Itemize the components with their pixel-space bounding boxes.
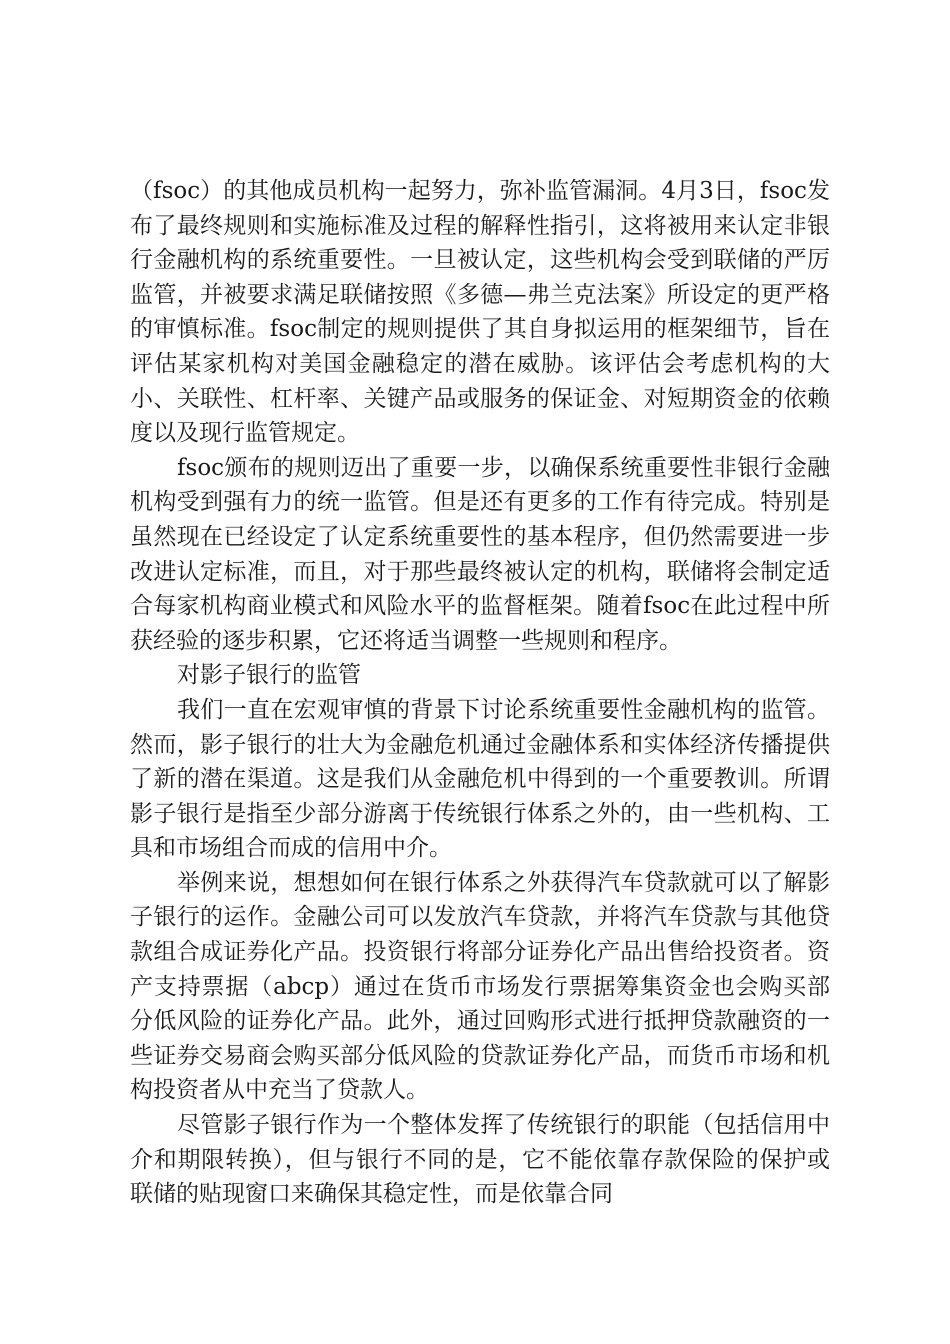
paragraph-shadow-banking-stability: 尽管影子银行作为一个整体发挥了传统银行的职能（包括信用中介和期限转换），但与银行不同的是，它不能依靠存款保险的保护或联储的贴现窗口来确保其稳定性，而是依靠合同 <box>130 1112 830 1208</box>
paragraph-auto-loan-example: 举例来说，想想如何在银行体系之外获得汽车贷款就可以了解影子银行的运作。金融公司可以发放汽车贷款，并将汽车贷款与其他贷款组合成证券化产品。投资银行将部分证券化产品出售给投资者。资产支持票据（abcp）通过在货币市场发行票据筹集资金也会购买部分低风险的证券化产品。此外，通过回购形式进行抵押贷款融资的一些证券交易商会购买部分低风险的贷款证券化产品，而货币市场和机构投资者从中充当了贷款人。 <box>130 869 830 1104</box>
paragraph-fsoc-next-steps: fsoc颁布的规则迈出了重要一步，以确保系统重要性非银行金融机构受到强有力的统一监管。但是还有更多的工作有待完成。特别是虽然现在已经设定了认定系统重要性的基本程序，但仍然需要进一步改进认定标准，而且，对于那些最终被认定的机构，联储将会制定适合每家机构商业模式和风险水平的监督框架。随着fsoc在此过程中所获经验的逐步积累，它还将适当调整一些规则和程序。 <box>130 454 830 654</box>
document-page <box>130 174 830 1212</box>
section-heading-shadow-banking: 对影子银行的监管 <box>177 662 361 689</box>
paragraph-fsoc-rules: （fsoc）的其他成员机构一起努力，弥补监管漏洞。4月3日，fsoc发布了最终规则和实施标准及过程的解释性指引，这将被用来认定非银行金融机构的系统重要性。一旦被认定，这些机构会受到联储的严厉监管，并被要求满足联储按照《多德—弗兰克法案》所设定的更严格的审慎标准。fsoc制定的规则提供了其自身拟运用的框架细节，旨在评估某家机构对美国金融稳定的潜在威胁。该评估会考虑机构的大小、关联性、杠杆率、关键产品或服务的保证金、对短期资金的依赖度以及现行监管规定。 <box>130 178 830 447</box>
paragraph-shadow-banking-intro: 我们一直在宏观审慎的背景下讨论系统重要性金融机构的监管。然而，影子银行的壮大为金融危机通过金融体系和实体经济传播提供了新的潜在渠道。这是我们从金融危机中得到的一个重要教训。所谓影子银行是指至少部分游离于传统银行体系之外的，由一些机构、工具和市场组合而成的信用中介。 <box>130 696 830 862</box>
